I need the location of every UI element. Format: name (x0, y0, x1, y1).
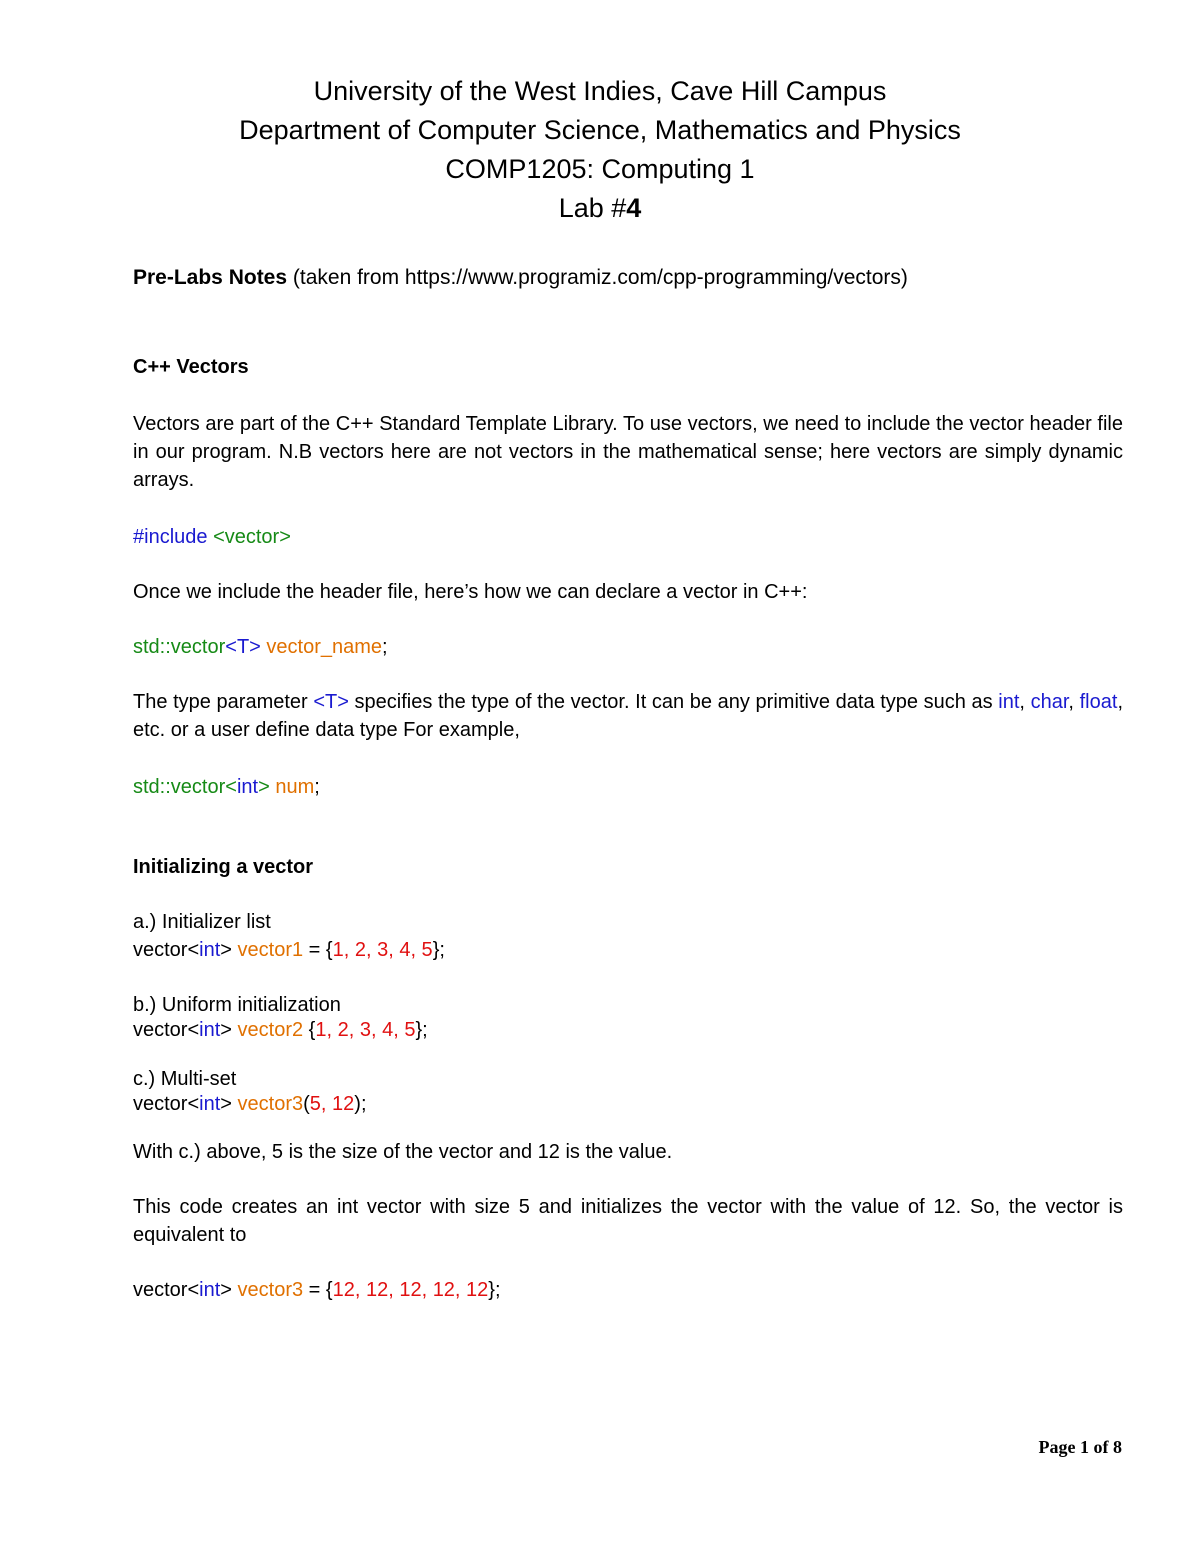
vectors-paragraph: Vectors are part of the C++ Standard Template Library. To use vectors, we need to include the vector header file in our program. N.B vectors here are not vectors in the mathematical sense; here vectors are simply dynamic arrays. (133, 413, 1123, 491)
include-line (133, 523, 1123, 551)
init-c-label: c.) Multi-set (133, 1068, 237, 1090)
type-float: float (1079, 691, 1118, 713)
example-code (133, 773, 1123, 801)
code-end: }; (488, 1279, 501, 1301)
decl-name: vector_name (260, 636, 383, 658)
prelabs-line (133, 264, 1123, 292)
init-a-code (133, 936, 1123, 964)
code-end: }; (432, 939, 445, 961)
code-name: vector3 (231, 1279, 304, 1301)
code-values: 1, 2, 3, 4, 5 (332, 939, 433, 961)
university-title: University of the West Indies, Cave Hill Campus (313, 76, 887, 106)
code-type: int (199, 1279, 221, 1301)
init-a-label: a.) Initializer list (133, 911, 271, 933)
code-values: 5, 12 (309, 1093, 355, 1115)
code-type: int (199, 939, 221, 961)
code-eq: ( (303, 1093, 310, 1115)
code-pre: vector< (133, 939, 200, 961)
type-char: char (1030, 691, 1069, 713)
declare-intro: Once we include the header file, here’s how we can declare a vector in C++: (133, 581, 808, 603)
decl-std: std::vector (133, 636, 226, 658)
type-paragraph (133, 688, 1123, 744)
prelabs-source: (taken from https://www.programiz.com/cpp-programming/vectors) (287, 266, 908, 289)
type-comma-1: , (1019, 691, 1031, 713)
include-header: <vector> (207, 526, 291, 548)
code-gt: > (220, 1019, 232, 1041)
code-pre: vector< (133, 1019, 200, 1041)
init-heading: Initializing a vector (133, 856, 314, 878)
lab-number: 4 (626, 193, 642, 223)
explain-equivalent: This code creates an int vector with size 5 and initializes the vector with the value of 12. So, the vector is equivalent to (133, 1196, 1123, 1246)
type-text-3: , etc. or a user define data type For example, (133, 691, 1123, 741)
code-type: int (199, 1019, 221, 1041)
init-b-label: b.) Uniform initialization (133, 994, 341, 1016)
type-T: <T> (313, 691, 349, 713)
include-keyword: #include (133, 526, 208, 548)
declare-code (133, 633, 1123, 661)
prelabs-title: Pre-Labs Notes (133, 266, 288, 289)
type-comma-2: , (1068, 691, 1080, 713)
type-text-2: specifies the type of the vector. It can be any primitive data type such as (348, 691, 999, 713)
code-name: vector2 (231, 1019, 304, 1041)
explain-c: With c.) above, 5 is the size of the vector and 12 is the value. (133, 1141, 673, 1163)
final-code (133, 1276, 1123, 1304)
code-pre: vector< (133, 1093, 200, 1115)
code-name: vector1 (231, 939, 304, 961)
code-eq: = { (303, 939, 333, 961)
code-values: 1, 2, 3, 4, 5 (315, 1019, 416, 1041)
type-int: int (998, 691, 1020, 713)
page-number: Page 1 of 8 (1038, 1437, 1122, 1457)
ex-name: num (269, 776, 315, 798)
code-gt: > (220, 1093, 232, 1115)
ex-end: ; (314, 776, 320, 798)
department-title: Department of Computer Science, Mathematics and Physics (239, 115, 961, 145)
code-pre: vector< (133, 1279, 200, 1301)
code-eq: { (303, 1019, 316, 1041)
code-end: }; (415, 1019, 428, 1041)
decl-type: <T> (225, 636, 261, 658)
ex-gt: > (258, 776, 270, 798)
lab-prefix: Lab # (558, 193, 627, 223)
ex-std: std::vector (133, 776, 226, 798)
init-c-code (133, 1090, 1123, 1118)
code-gt: > (220, 1279, 232, 1301)
vectors-heading: C++ Vectors (133, 356, 249, 378)
init-b-code (133, 1016, 1123, 1044)
ex-lt: < (225, 776, 237, 798)
code-gt: > (220, 939, 232, 961)
code-values: 12, 12, 12, 12, 12 (332, 1279, 489, 1301)
course-title: COMP1205: Computing 1 (445, 154, 755, 184)
decl-end: ; (382, 636, 388, 658)
code-eq: = { (303, 1279, 333, 1301)
code-type: int (199, 1093, 221, 1115)
type-text-1: The type parameter (133, 691, 314, 713)
lab-title (0, 189, 1200, 228)
code-end: ); (354, 1093, 367, 1115)
ex-int: int (236, 776, 259, 798)
code-name: vector3 (231, 1093, 304, 1115)
